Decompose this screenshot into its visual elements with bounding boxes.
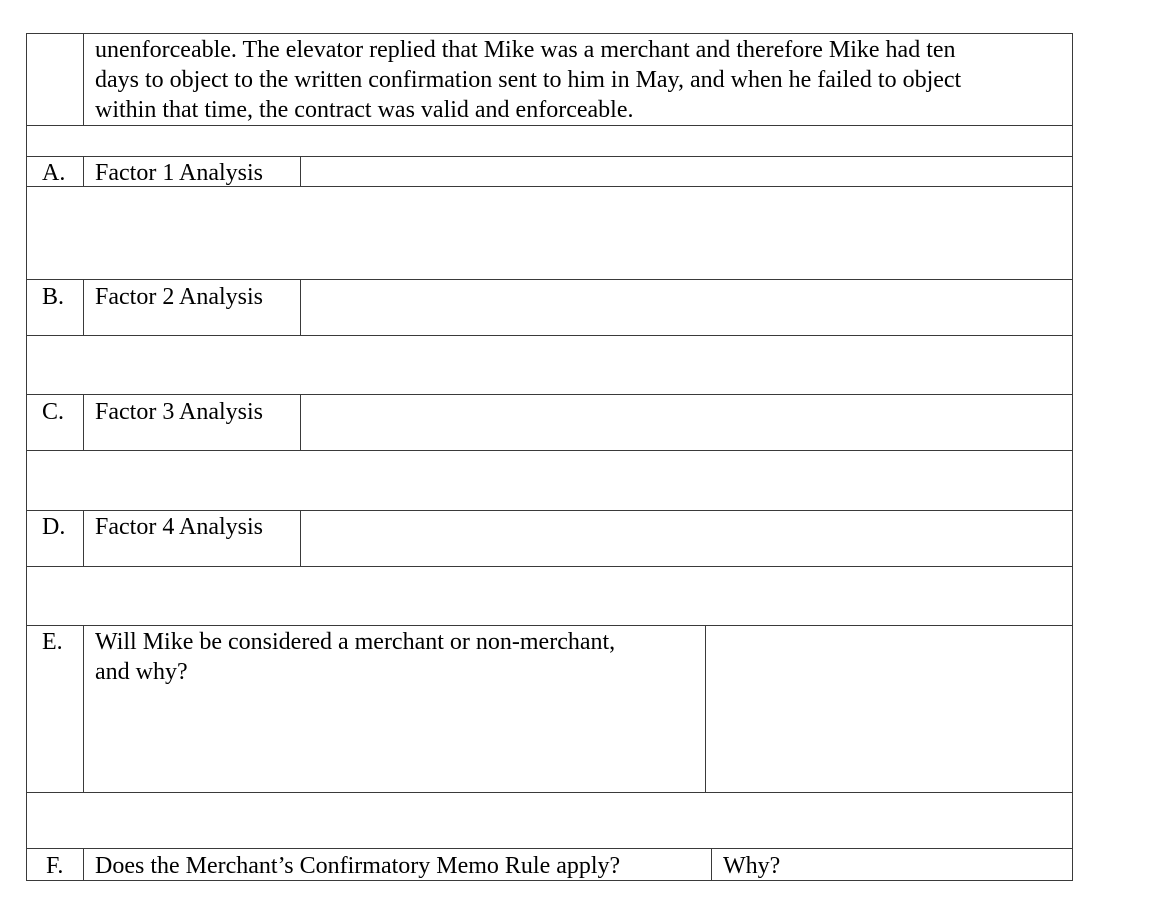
row-letter-e: E.: [42, 629, 63, 655]
row-divider: [26, 848, 1073, 849]
row-letter-b: B.: [42, 284, 65, 310]
factor-1-answer-area[interactable]: [27, 187, 1072, 279]
factor-2-answer-area[interactable]: [27, 336, 1072, 394]
factor-1-label: Factor 1 Analysis: [95, 160, 263, 186]
letter-column-divider: [83, 33, 84, 125]
row-letter-a: A.: [42, 160, 66, 186]
row-letter-f: F.: [46, 853, 64, 879]
letter-column-divider: [83, 848, 84, 880]
merchant-question-line: and why?: [95, 659, 188, 685]
factor-4-answer-cell[interactable]: [301, 511, 1072, 566]
factor-1-answer-cell[interactable]: [301, 157, 1072, 186]
factor-3-label: Factor 3 Analysis: [95, 399, 263, 425]
factor-2-answer-cell[interactable]: [301, 280, 1072, 335]
row-letter-c: C.: [42, 399, 65, 425]
factor-3-answer-cell[interactable]: [301, 395, 1072, 450]
merchant-question: [95, 627, 700, 687]
factor-2-label: Factor 2 Analysis: [95, 284, 263, 310]
letter-column-divider: [83, 156, 84, 186]
row-divider: [26, 125, 1073, 126]
letter-column-divider: [83, 510, 84, 566]
intro-paragraph: [95, 35, 1065, 125]
memo-rule-question: Does the Merchant’s Confirmatory Memo Rule apply?: [95, 853, 621, 879]
letter-column-divider: [83, 394, 84, 450]
intro-line: days to object to the written confirmation sent to him in May, and when he failed to object: [95, 67, 962, 93]
row-letter-d: D.: [42, 514, 66, 540]
merchant-question-line: Will Mike be considered a merchant or non-merchant,: [95, 629, 616, 655]
factor-4-label: Factor 4 Analysis: [95, 514, 263, 540]
letter-column-divider: [83, 625, 84, 792]
intro-line: within that time, the contract was valid and enforceable.: [95, 97, 634, 123]
factor-4-answer-area[interactable]: [27, 567, 1072, 625]
intro-line: unenforceable. The elevator replied that Mike was a merchant and therefore Mike had ten: [95, 37, 956, 63]
factor-3-answer-area[interactable]: [27, 451, 1072, 510]
merchant-answer-cell[interactable]: [706, 626, 1072, 792]
merchant-answer-area[interactable]: [27, 793, 1072, 848]
label-column-divider: [711, 848, 712, 880]
letter-column-divider: [83, 279, 84, 335]
table-right-border: [1072, 33, 1073, 881]
why-label: Why?: [723, 853, 781, 879]
row-divider: [26, 33, 1073, 34]
